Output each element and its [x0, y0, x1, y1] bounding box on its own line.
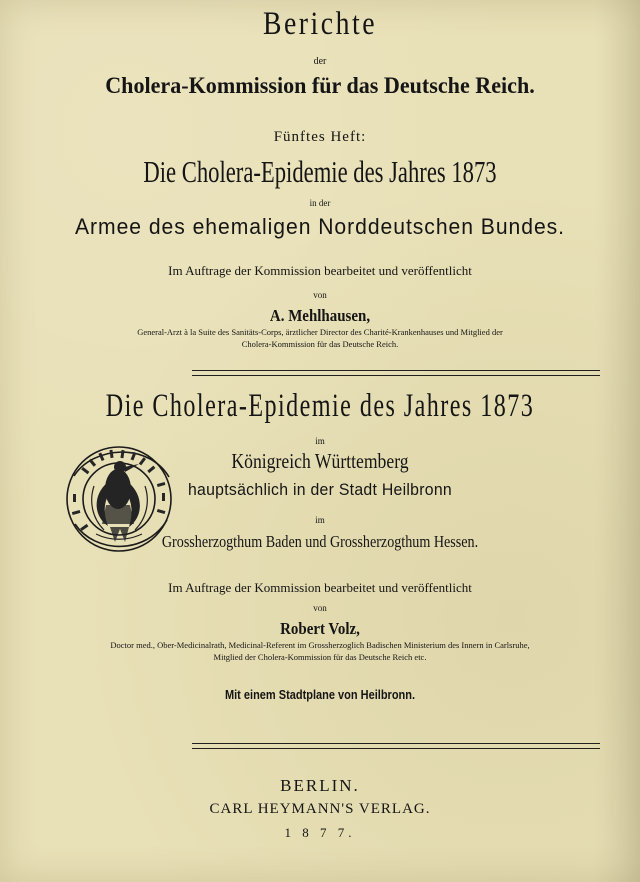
small-der: der: [313, 56, 327, 67]
first-author-credits-line-1: General-Arzt à la Suite des Sanitäts-Corps, ärztlicher Director des Charité-Krankenhauses und Mitglied der: [137, 327, 503, 337]
second-location-heilbronn: hauptsächlich in der Stadt Heilbronn: [187, 480, 453, 499]
first-location: Armee des ehemaligen Norddeutschen Bundes.: [75, 214, 565, 239]
place: BERLIN.: [280, 776, 360, 795]
second-location-hessen: Grossherzogthum Baden und Grossherzogthum Hessen.: [161, 532, 479, 551]
report-title: Berichte: [262, 6, 378, 42]
part-label: Fünftes Heft:: [273, 129, 367, 145]
second-commission-line: Im Auftrage der Kommission bearbeitet und veröffentlicht: [168, 580, 472, 595]
top-double-rule: [192, 370, 600, 376]
second-author-credits-line-2: Mitglied der Cholera-Kommission für das Deutsche Reich etc.: [213, 652, 427, 662]
first-topic: Die Cholera-Epidemie des Jahres 1873: [143, 154, 497, 189]
second-author: Robert Volz,: [280, 619, 360, 638]
second-topic: Die Cholera-Epidemie des Jahres 1873: [105, 388, 535, 424]
publisher: CARL HEYMANN'S VERLAG.: [209, 801, 431, 817]
first-author-credits-line-2: Cholera-Kommission für das Deutsche Reich.: [241, 339, 399, 349]
first-in-der: in der: [309, 198, 331, 208]
publication-year: 1 8 7 7.: [284, 825, 356, 840]
second-im-2: im: [315, 515, 325, 525]
second-im-1: im: [315, 436, 325, 446]
first-commission-line: Im Auftrage der Kommission bearbeitet und veröffentlicht: [168, 263, 472, 278]
second-author-credits-line-1: Doctor med., Ober-Medicinalrath, Medicinal-Referent im Grossherzoglich Badischen Ministerium des Innern in Carlsruhe,: [110, 640, 530, 650]
second-location-wurttemberg: Königreich Württemberg: [231, 449, 409, 473]
commission-title: Cholera-Kommission für das Deutsche Reich.: [105, 73, 535, 98]
seal-svg: [62, 438, 180, 562]
map-note: Mit einem Stadtplane von Heilbronn.: [224, 688, 416, 702]
bottom-double-rule: [192, 743, 600, 749]
first-von: von: [313, 290, 327, 300]
library-seal-icon: [62, 438, 180, 562]
second-von: von: [313, 603, 327, 613]
first-author: A. Mehlhausen,: [269, 306, 371, 325]
